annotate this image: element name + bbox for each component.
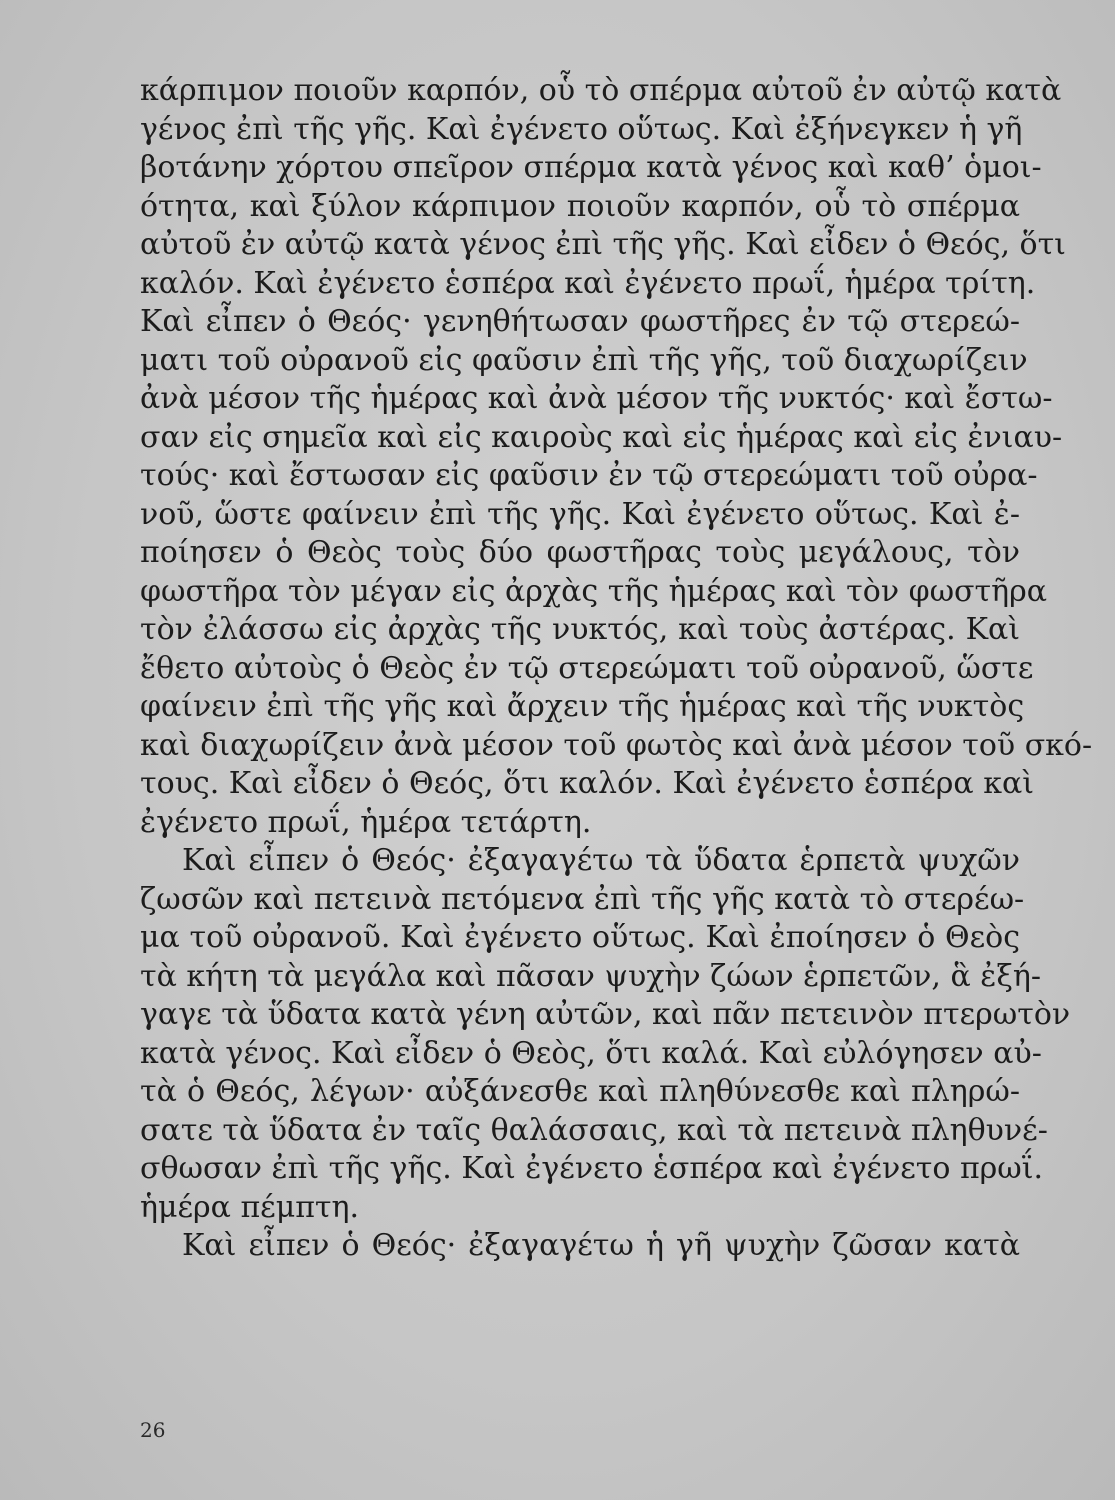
text-line: Καὶ εἶπεν ὁ Θεός· ἐξαγαγέτω ἡ γῆ ψυχὴν ζῶσαν κατὰ xyxy=(182,1228,1020,1263)
text-line: τούς· καὶ ἔστωσαν εἰς φαῦσιν ἐν τῷ στερεώματι τοῦ οὐρα- xyxy=(140,458,1038,493)
text-line: μα τοῦ οὐρανοῦ. Καὶ ἐγένετο οὕτως. Καὶ ἐποίησεν ὁ Θεὸς xyxy=(140,920,1020,955)
text-line: κάρπιμον ποιοῦν καρπόν, οὗ τὸ σπέρμα αὐτοῦ ἐν αὐτῷ κατὰ xyxy=(140,73,1062,108)
text-line: φωστῆρα τὸν μέγαν εἰς ἀρχὰς τῆς ἡμέρας καὶ τὸν φωστῆρα xyxy=(140,573,1048,609)
text-line: ἀνὰ μέσον τῆς ἡμέρας καὶ ἀνὰ μέσον τῆς νυκτός· καὶ ἔστω- xyxy=(140,381,1053,416)
text-line: αὐτοῦ ἐν αὐτῷ κατὰ γένος ἐπὶ τῆς γῆς. Καὶ εἶδεν ὁ Θεός, ὅτι xyxy=(140,227,1066,262)
text-line: τὸν ἐλάσσω εἰς ἀρχὰς τῆς νυκτός, καὶ τοὺς ἀστέρας. Καὶ xyxy=(140,612,1020,647)
text-line: σθωσαν ἐπὶ τῆς γῆς. Καὶ ἐγένετο ἑσπέρα καὶ ἐγένετο πρωΐ. xyxy=(140,1151,1044,1186)
text-line: Καὶ εἶπεν ὁ Θεός· ἐξαγαγέτω τὰ ὕδατα ἑρπετὰ ψυχῶν xyxy=(182,843,1020,878)
text-line: κατὰ γένος. Καὶ εἶδεν ὁ Θεὸς, ὅτι καλά. Καὶ εὐλόγησεν αὐ- xyxy=(140,1035,1042,1071)
text-line: ποίησεν ὁ Θεὸς τοὺς δύο φωστῆρας τοὺς μεγάλους, τὸν xyxy=(140,535,1020,570)
text-line: ἐγένετο πρωΐ, ἡμέρα τετάρτη. xyxy=(140,804,592,840)
text-line: γένος ἐπὶ τῆς γῆς. Καὶ ἐγένετο οὕτως. Καὶ ἐξήνεγκεν ἡ γῆ xyxy=(140,111,1023,147)
text-line: σαν εἰς σημεῖα καὶ εἰς καιροὺς καὶ εἰς ἡμέρας καὶ εἰς ἐνιαυ- xyxy=(140,419,1063,455)
text-line: βοτάνην χόρτου σπεῖρον σπέρμα κατὰ γένος καὶ καθ’ ὁμοι- xyxy=(140,150,1042,185)
text-line: Καὶ εἶπεν ὁ Θεός· γενηθήτωσαν φωστῆρες ἐν τῷ στερεώ- xyxy=(140,304,1020,339)
text-line: τὰ ὁ Θεός, λέγων· αὐξάνεσθε καὶ πληθύνεσθε καὶ πληρώ- xyxy=(140,1074,1020,1109)
text-line: φαίνειν ἐπὶ τῆς γῆς καὶ ἄρχειν τῆς ἡμέρας καὶ τῆς νυκτὸς xyxy=(140,689,1025,724)
text-line: ἡμέρα πέμπτη. xyxy=(140,1189,360,1225)
text-line: καλόν. Καὶ ἐγένετο ἑσπέρα καὶ ἐγένετο πρωΐ, ἡμέρα τρίτη. xyxy=(140,265,1036,301)
text-line: τὰ κήτη τὰ μεγάλα καὶ πᾶσαν ψυχὴν ζώων ἑρπετῶν, ἃ ἐξή- xyxy=(140,958,1041,994)
text-line: ζωσῶν καὶ πετεινὰ πετόμενα ἐπὶ τῆς γῆς κατὰ τὸ στερέω- xyxy=(140,881,1025,917)
body-text xyxy=(140,72,1093,1266)
page-number: 26 xyxy=(140,1418,166,1442)
text-line: γαγε τὰ ὕδατα κατὰ γένη αὐτῶν, καὶ πᾶν πετεινὸν πτερωτὸν xyxy=(140,997,1071,1032)
text-line: ματι τοῦ οὐρανοῦ εἰς φαῦσιν ἐπὶ τῆς γῆς, τοῦ διαχωρίζειν xyxy=(140,342,1028,378)
text-line: νοῦ, ὥστε φαίνειν ἐπὶ τῆς γῆς. Καὶ ἐγένετο οὕτως. Καὶ ἐ- xyxy=(140,496,1020,532)
text-line: ότητα, καὶ ξύλον κάρπιμον ποιοῦν καρπόν, οὗ τὸ σπέρμα xyxy=(140,188,1020,224)
text-line: καὶ διαχωρίζειν ἀνὰ μέσον τοῦ φωτὸς καὶ ἀνὰ μέσον τοῦ σκό- xyxy=(140,727,1093,763)
text-line: ἔθετο αὐτοὺς ὁ Θεὸς ἐν τῷ στερεώματι τοῦ οὐρανοῦ, ὥστε xyxy=(140,650,1034,686)
text-line: σατε τὰ ὕδατα ἐν ταῖς θαλάσσαις, καὶ τὰ πετεινὰ πληθυνέ- xyxy=(140,1112,1048,1148)
text-line: τους. Καὶ εἶδεν ὁ Θεός, ὅτι καλόν. Καὶ ἐγένετο ἑσπέρα καὶ xyxy=(140,766,1034,801)
